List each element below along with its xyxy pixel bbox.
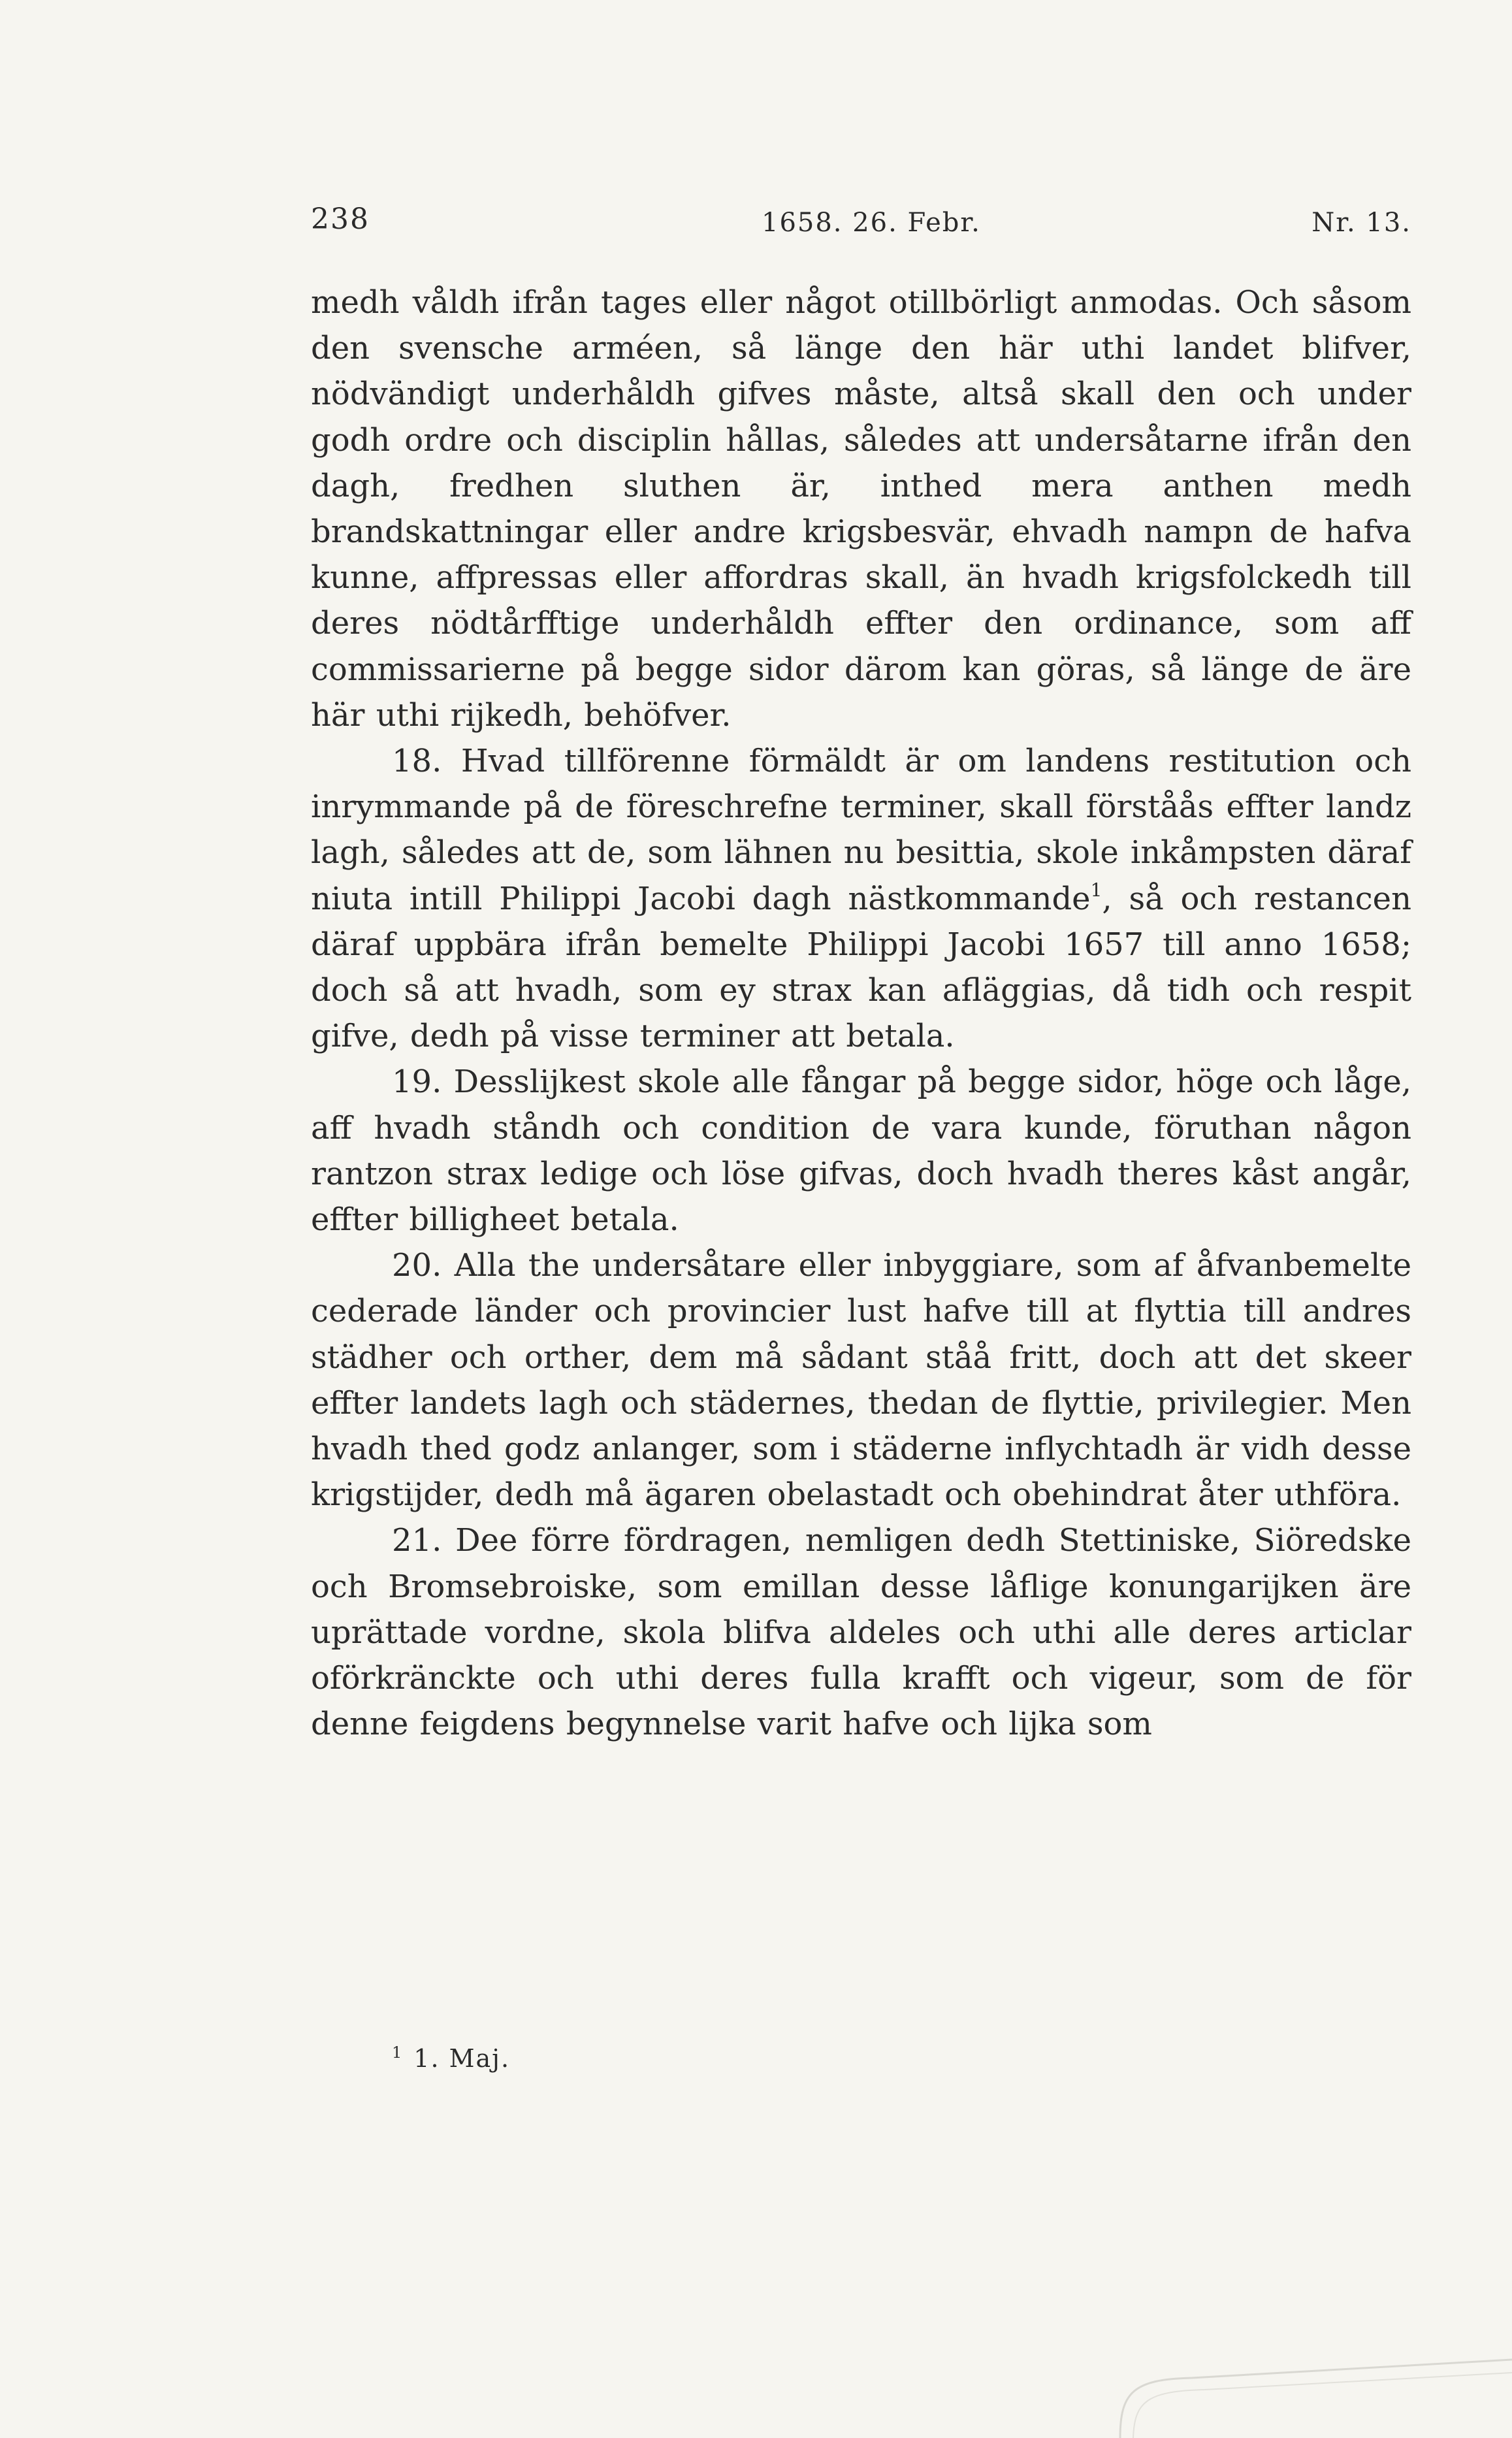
body-text: [311, 280, 1411, 1747]
running-head-date: 1658. 26. Febr.: [762, 208, 981, 238]
page-edge-decoration: [1094, 2340, 1512, 2438]
footnote-text: 1. Maj.: [413, 2044, 511, 2073]
paragraph-18: [311, 738, 1411, 1059]
footnote: [392, 2043, 510, 2073]
paragraph-18-text: 18. Hvad tillförenne förmäldt är om landens restitution och inrymmande på de föreschrefne terminer, skall förståås effter landz lagh, således att de, som lähnen nu besittia, skole inkåmpsten däraf niuta intill Philippi Jacobi dagh nästkommande: [311, 743, 1411, 917]
paragraph-18-text-continued: , så och restancen däraf uppbära ifrån bemelte Philippi Jacobi 1657 till anno 1658; doch så att hvadh, som ey strax kan afläggias, då tidh och respit gifve, dedh på visse terminer att betala.: [311, 880, 1412, 1055]
paragraph-20: 20. Alla the undersåtare eller inbyggiare, som af åfvanbemelte cederade länder och provincier lust hafve till at flyttia till andres städher och orther, dem må sådant ståå fritt, doch att det skeer effter landets lagh och städernes, thedan de flyttie, privilegier. Men hvadh thed godz anlanger, som i städerne inflychtadh är vidh desse krigstijder, dedh må ägaren obelastadt och obehindrat åter uthföra.: [311, 1247, 1411, 1514]
footnote-marker: 1: [392, 2043, 404, 2062]
paragraph-21: 21. Dee förre fördragen, nemligen dedh Stettiniske, Siöredske och Bromsebroiske, som emillan desse låflige konungarijken äre uprättade vordne, skola blifva aldeles och uthi alle deres articlar oförkränckte och uthi deres fulla krafft och vigeur, som de för denne feigdens begynnelse varit hafve och lijka som: [311, 1522, 1411, 1743]
footnote-reference: 1: [1090, 879, 1102, 901]
page-number: 238: [311, 203, 370, 236]
paragraph-17-continuation: medh våldh ifrån tages eller något otillbörligt anmodas. Och såsom den svensche arméen, så länge den här uthi landet blifver, nödvändigt underhåldh gifves måste, altså skall den och under godh ordre och disciplin hållas, således att undersåtarne ifrån den dagh, fredhen sluthen är, inthed mera anthen medh brandskattningar eller andre krigsbesvär, ehvadh nampn de hafva kunne, affpressas eller affordras skall, än hvadh krigsfolckedh till deres nödtårfftige underhåldh effter den ordinance, som aff commissarierne på begge sidor därom kan göras, så länge de äre här uthi rijkedh, behöfver.: [311, 284, 1411, 734]
running-head: [311, 203, 1411, 247]
document-number: Nr. 13.: [1311, 208, 1411, 238]
paragraph-19: 19. Desslijkest skole alle fångar på begge sidor, höge och låge, aff hvadh ståndh och condition de vara kunde, föruthan någon rantzon strax ledige och löse gifvas, doch hvadh theres kåst angår, effter billigheet betala.: [311, 1064, 1411, 1239]
